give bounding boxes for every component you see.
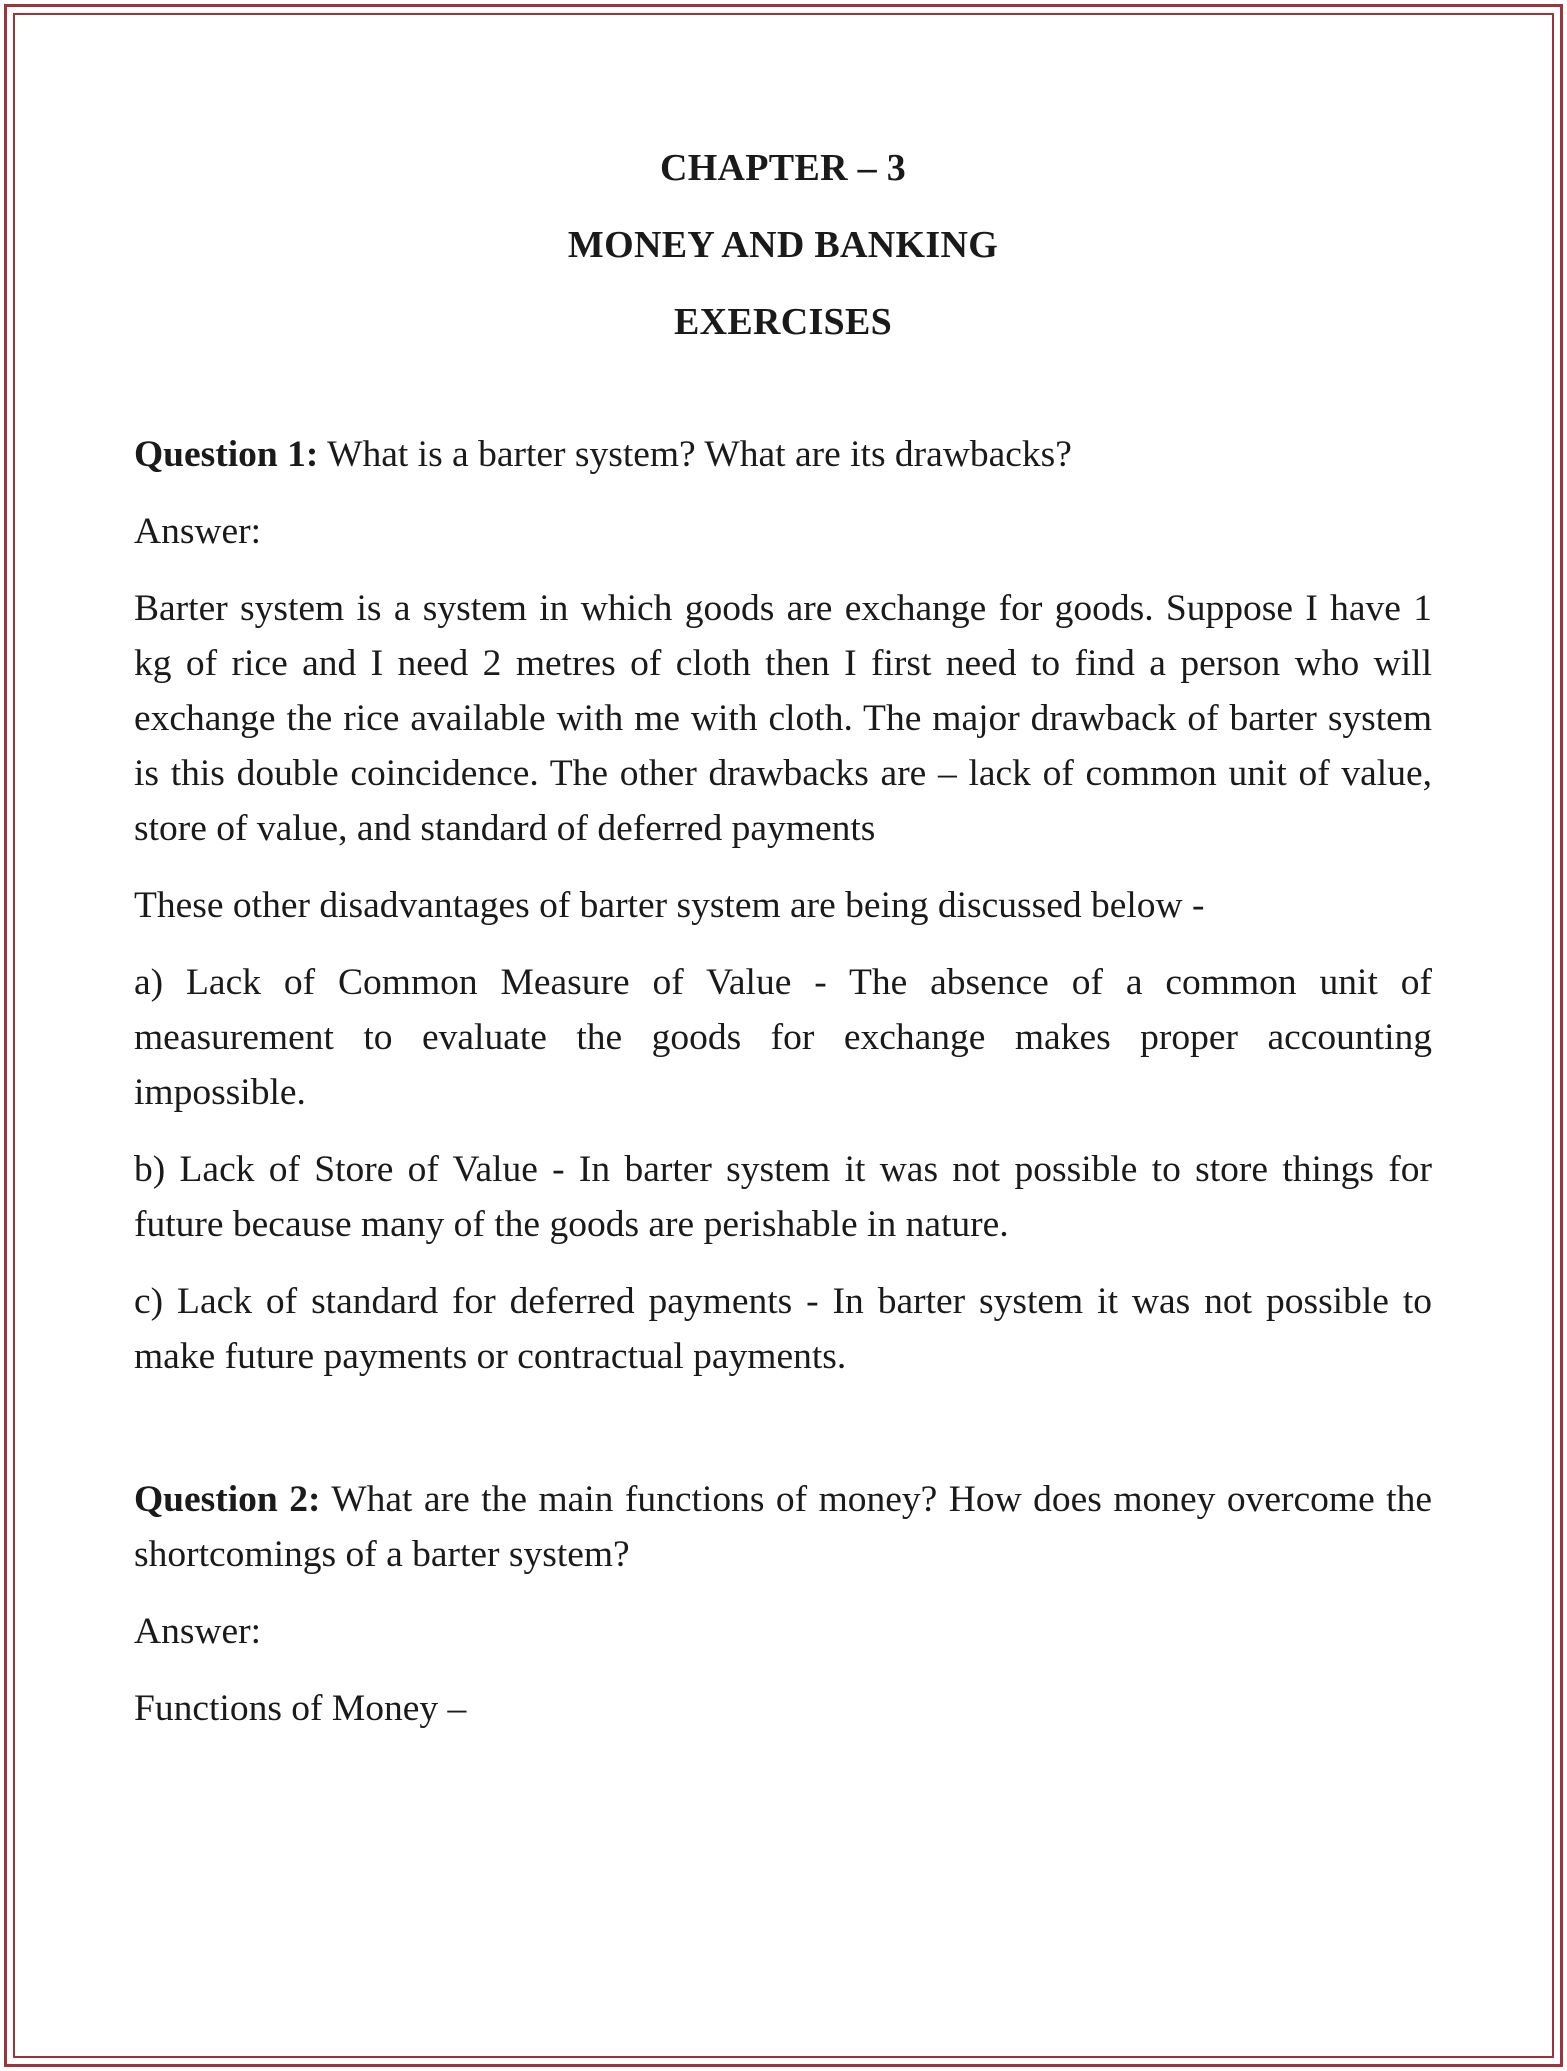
question-1-prompt (134, 427, 1432, 482)
question-1-text: What is a barter system? What are its drawbacks? (318, 434, 1072, 475)
question-2-label: Question 2: (134, 1479, 321, 1520)
section-title: EXERCISES (673, 301, 893, 343)
question-2-text: What are the main functions of money? How does money overcome the shortcomings of a barter system? (134, 1479, 1432, 1575)
question-1-point-a: a) Lack of Common Measure of Value - The absence of a common unit of measurement to evaluate the goods for exchange makes proper accounting impossible. (134, 962, 1432, 1113)
question-2-paragraph-1: Functions of Money – (134, 1688, 467, 1729)
question-1 (134, 427, 1432, 1384)
question-2-answer-label: Answer: (134, 1611, 262, 1652)
question-1-point-b: b) Lack of Store of Value - In barter system it was not possible to store things for future because many of the goods are perishable in nature. (134, 1149, 1432, 1245)
question-2-prompt (134, 1472, 1432, 1582)
document-page (134, 130, 1432, 1736)
chapter-heading-block (134, 130, 1432, 361)
chapter-title: MONEY AND BANKING (567, 224, 999, 266)
question-1-point-c: c) Lack of standard for deferred payments - In barter system it was not possible to make future payments or contractual payments. (134, 1281, 1432, 1377)
question-1-paragraph-2: These other disadvantages of barter system are being discussed below - (134, 885, 1205, 926)
question-2 (134, 1472, 1432, 1736)
question-1-paragraph-1: Barter system is a system in which goods are exchange for goods. Suppose I have 1 kg of rice and I need 2 metres of cloth then I first need to find a person who will exchange the rice available with me with cloth. The major drawback of barter system is this double coincidence. The other drawbacks are – lack of common unit of value, store of value, and standard of deferred payments (134, 588, 1432, 849)
chapter-number: CHAPTER – 3 (659, 147, 907, 189)
question-1-label: Question 1: (134, 434, 319, 475)
question-1-answer-label: Answer: (134, 511, 262, 552)
